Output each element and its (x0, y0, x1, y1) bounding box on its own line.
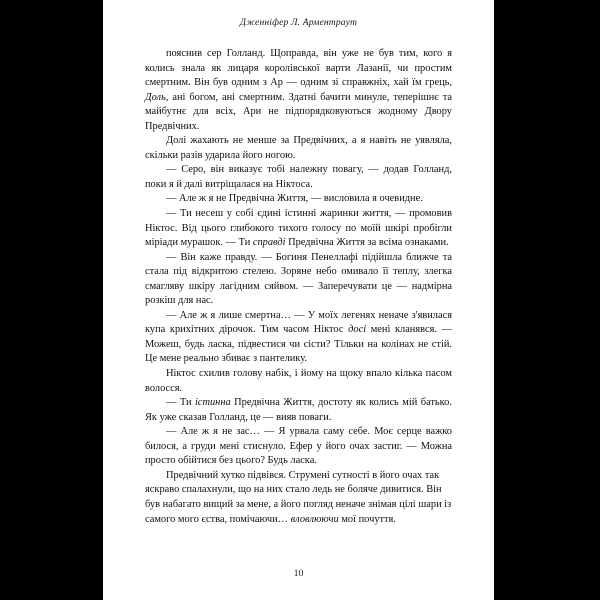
book-page (103, 0, 494, 600)
running-head-author: Дженніфер Л. Арментраут (239, 17, 358, 28)
body-paragraph: — Серо, він виказує тобі належну повагу, — додав Голланд, поки я й далі витріщалася на Ніктоса. (145, 164, 452, 190)
emphasis-text: вловлюючи (290, 513, 339, 525)
page-body-text (145, 47, 452, 527)
body-paragraph: Долі жахають не менше за Предвічних, а я навіть не уявляла, скільки разів ударила його ногою. (145, 135, 452, 161)
page-number: 10 (293, 568, 304, 579)
body-paragraph: Ніктос схилив голову набік, і йому на щоку впало кілька пасом волосся. (145, 368, 452, 394)
body-paragraph: пояснив сер Голланд. Щоправда, він уже не був тим, кого я колись знала як лицаря королівської варти Лазанії, чи простим смертним. Він був одним з Ар — одним зі справжніх, хай їм грець, Доль, ані богом, ані смертним. Здатні бачити минуле, теперішнє та майбутнє для всіх, Ари не підпорядковуються жодному Двору Предвічних. (145, 48, 452, 132)
body-paragraph: — Але ж я не Предвічна Життя, — висловила я очевидне. (166, 193, 423, 205)
body-paragraph: — Він каже правду. — Богиня Пенеллафі підійшла ближче та стала під відкритою стелею. Зоряне небо омивало її теплу, злегка смагляву шкіру лагідним сяйвом. — Заперечувати це — надмірна розкіш для нас. (145, 251, 452, 307)
body-paragraph: — Але ж я не зас… — Я урвала саму себе. Моє серце важко билося, а груди мені стиснуло. Ефер у його очах застиг. — Можна просто обійтися без цього? Будь ласка. (145, 426, 452, 467)
body-paragraph: Предвічний хутко підвівся. Струмені сутності в його очах так яскраво спалахнули, що на них стало ледь не боляче дивитися. Він був набагато вищий за мене, а його погляд неначе знімав цілі шари із самого мого єства, помічаючи… вловлюючи мої почуття. (145, 469, 452, 525)
emphasis-text: істинна (194, 397, 231, 409)
emphasis-text: справді (252, 237, 286, 249)
body-paragraph: — Ти істинна Предвічна Життя, достоту як колись мій батько. Як уже сказав Голланд, це — вияв поваги. (145, 397, 452, 423)
body-paragraph: — Але ж я лише смертна… — У моїх легенях неначе з'явилася купа крихітних дірочок. Тим часом Ніктос досі мені кланявся. — Можеш, будь ласка, підвестися чи сісти? Тільки на колінах не стій. Це мене реально збиває з пантелику. (145, 309, 452, 365)
body-paragraph: — Ти несеш у собі єдині істинні жаринки життя, — промовив Ніктос. Від цього глибокого тихого голосу по моїй шкірі пробігли міріади мурашок. — Ти справді Предвічна Життя за всіма ознаками. (145, 208, 452, 249)
emphasis-text: Доль (145, 91, 166, 103)
emphasis-text: досі (348, 324, 367, 336)
